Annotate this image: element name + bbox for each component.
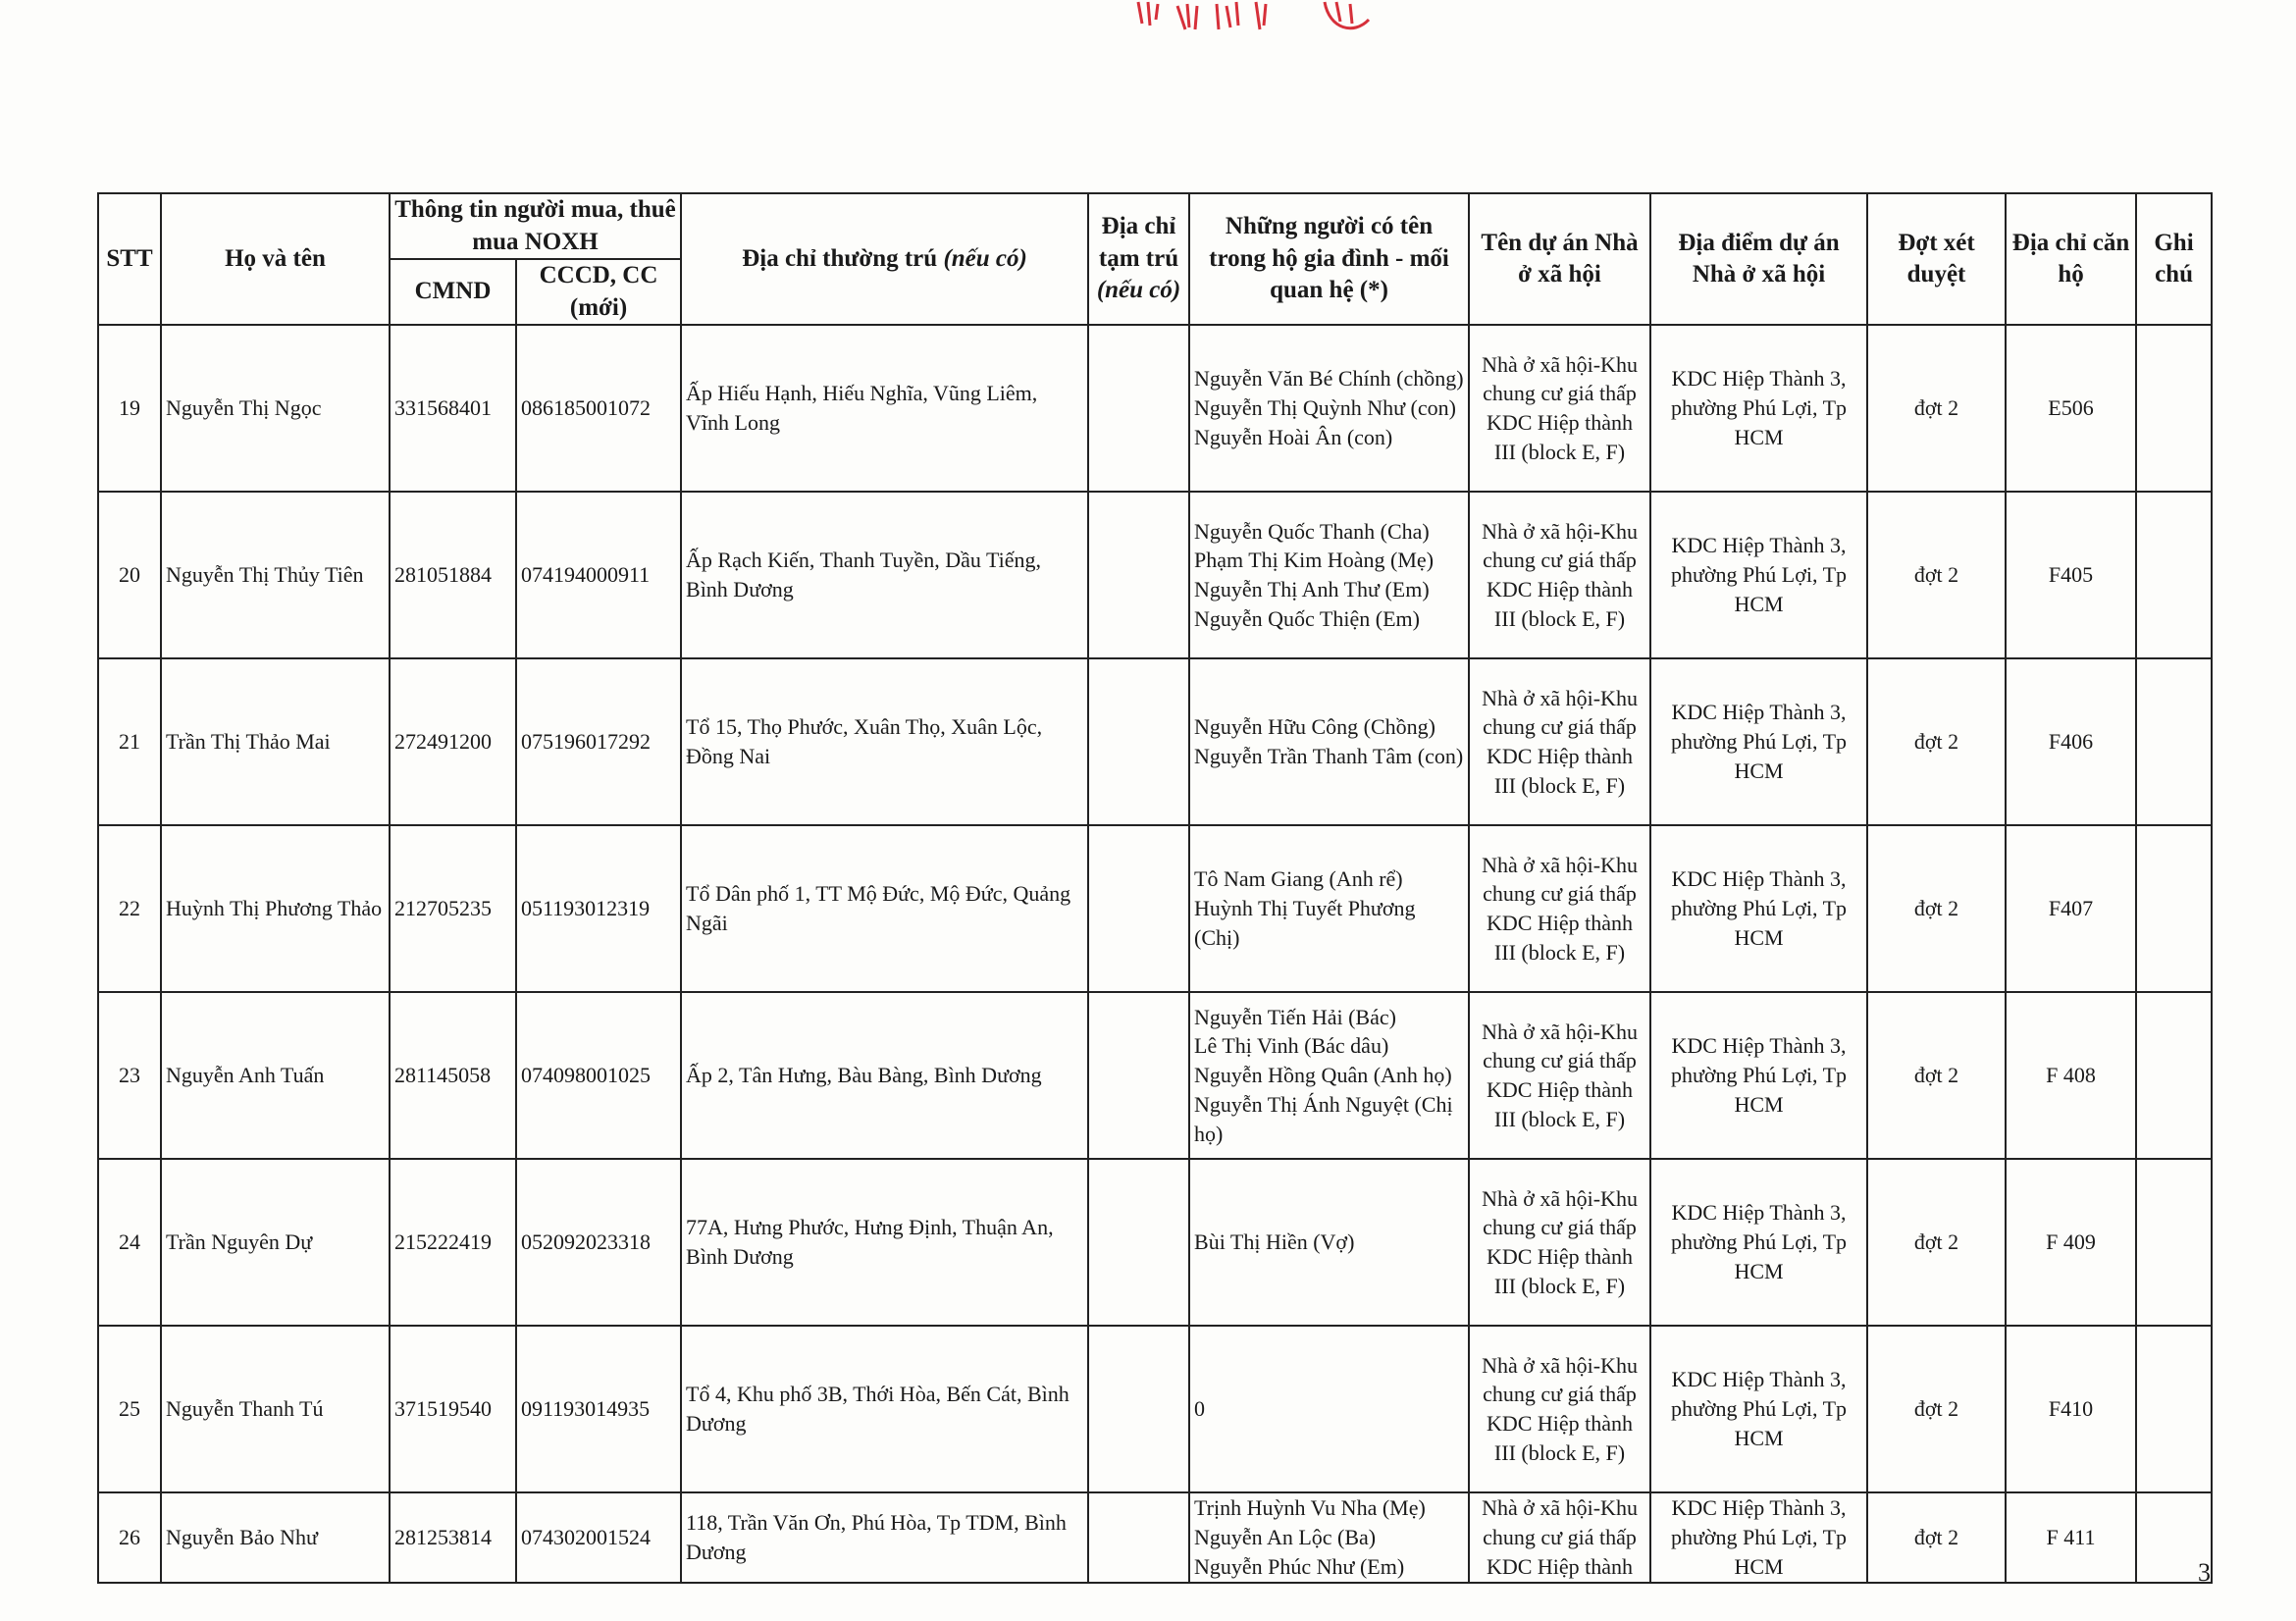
cell-address: 118, Trần Văn Ơn, Phú Hòa, Tp TDM, Bình Dương — [681, 1492, 1088, 1583]
cell-name: Nguyễn Thị Ngọc — [161, 325, 390, 492]
cell-cmnd: 215222419 — [390, 1159, 516, 1326]
cell-stt: 21 — [98, 658, 161, 825]
cell-cccd: 074098001025 — [516, 992, 681, 1159]
cell-apartment: F407 — [2006, 825, 2136, 992]
cell-name: Trần Nguyên Dự — [161, 1159, 390, 1326]
cell-cccd: 091193014935 — [516, 1326, 681, 1492]
cell-address: Tổ 15, Thọ Phước, Xuân Thọ, Xuân Lộc, Đồng Nai — [681, 658, 1088, 825]
cell-apartment: F 408 — [2006, 992, 2136, 1159]
table-row — [98, 1492, 2212, 1583]
cell-project: Nhà ở xã hội-Khu chung cư giá thấp KDC Hiệp thành — [1469, 1492, 1650, 1583]
cell-cmnd: 281253814 — [390, 1492, 516, 1583]
header-cmnd: CMND — [390, 259, 516, 325]
cell-location: KDC Hiệp Thành 3, phường Phú Lợi, Tp HCM — [1650, 492, 1867, 658]
cell-location: KDC Hiệp Thành 3, phường Phú Lợi, Tp HCM — [1650, 1326, 1867, 1492]
table-row — [98, 1326, 2212, 1492]
cell-round: đợt 2 — [1867, 325, 2006, 492]
cell-name: Nguyễn Bảo Như — [161, 1492, 390, 1583]
cell-temp-address — [1088, 1159, 1189, 1326]
cell-temp-address — [1088, 1492, 1189, 1583]
cell-location: KDC Hiệp Thành 3, phường Phú Lợi, Tp HCM — [1650, 325, 1867, 492]
cell-project: Nhà ở xã hội-Khu chung cư giá thấp KDC Hiệp thành III (block E, F) — [1469, 825, 1650, 992]
cell-temp-address — [1088, 992, 1189, 1159]
cell-cccd: 074302001524 — [516, 1492, 681, 1583]
cell-address: Tổ Dân phố 1, TT Mộ Đức, Mộ Đức, Quảng Ngãi — [681, 825, 1088, 992]
cell-project: Nhà ở xã hội-Khu chung cư giá thấp KDC Hiệp thành III (block E, F) — [1469, 325, 1650, 492]
cell-members: Nguyễn Quốc Thanh (Cha) Phạm Thị Kim Hoàng (Mẹ) Nguyễn Thị Anh Thư (Em) Nguyễn Quốc Thiện (Em) — [1189, 492, 1469, 658]
table-row — [98, 825, 2212, 992]
header-permanent-address — [681, 193, 1088, 325]
page-number: 3 — [2198, 1558, 2211, 1587]
red-seal-stamp — [1128, 0, 1423, 39]
cell-round: đợt 2 — [1867, 492, 2006, 658]
cell-name: Nguyễn Anh Tuấn — [161, 992, 390, 1159]
cell-project: Nhà ở xã hội-Khu chung cư giá thấp KDC Hiệp thành III (block E, F) — [1469, 992, 1650, 1159]
applicant-table — [97, 192, 2213, 1584]
cell-round: đợt 2 — [1867, 658, 2006, 825]
cell-stt: 20 — [98, 492, 161, 658]
cell-location: KDC Hiệp Thành 3, phường Phú Lợi, Tp HCM — [1650, 1159, 1867, 1326]
cell-apartment: F406 — [2006, 658, 2136, 825]
header-project-name: Tên dự án Nhà ở xã hội — [1469, 193, 1650, 325]
cell-project: Nhà ở xã hội-Khu chung cư giá thấp KDC Hiệp thành III (block E, F) — [1469, 658, 1650, 825]
cell-round: đợt 2 — [1867, 1159, 2006, 1326]
header-temp-address-note: (nếu có) — [1096, 277, 1181, 304]
cell-stt: 25 — [98, 1326, 161, 1492]
cell-round: đợt 2 — [1867, 1326, 2006, 1492]
cell-address: 77A, Hưng Phước, Hưng Định, Thuận An, Bình Dương — [681, 1159, 1088, 1326]
cell-apartment: F 409 — [2006, 1159, 2136, 1326]
cell-cmnd: 331568401 — [390, 325, 516, 492]
cell-members: 0 — [1189, 1326, 1469, 1492]
cell-note — [2136, 992, 2212, 1159]
cell-members: Nguyễn Tiến Hải (Bác) Lê Thị Vinh (Bác dâu) Nguyễn Hồng Quân (Anh họ) Nguyễn Thị Ánh Nguyệt (Chị họ) — [1189, 992, 1469, 1159]
cell-members: Bùi Thị Hiền (Vợ) — [1189, 1159, 1469, 1326]
header-project-location: Địa điểm dự án Nhà ở xã hội — [1650, 193, 1867, 325]
cell-note — [2136, 492, 2212, 658]
header-round: Đợt xét duyệt — [1867, 193, 2006, 325]
cell-note — [2136, 658, 2212, 825]
cell-members: Tô Nam Giang (Anh rể) Huỳnh Thị Tuyết Phương (Chị) — [1189, 825, 1469, 992]
cell-address: Ấp Hiếu Hạnh, Hiếu Nghĩa, Vũng Liêm, Vĩnh Long — [681, 325, 1088, 492]
cell-location: KDC Hiệp Thành 3, phường Phú Lợi, Tp HCM — [1650, 658, 1867, 825]
table-row — [98, 492, 2212, 658]
cell-cmnd: 281145058 — [390, 992, 516, 1159]
cell-stt: 23 — [98, 992, 161, 1159]
cell-address: Ấp Rạch Kiến, Thanh Tuyền, Dầu Tiếng, Bình Dương — [681, 492, 1088, 658]
table-row — [98, 658, 2212, 825]
cell-stt: 26 — [98, 1492, 161, 1583]
header-stt: STT — [98, 193, 161, 325]
cell-apartment: F405 — [2006, 492, 2136, 658]
header-note: Ghi chú — [2136, 193, 2212, 325]
header-permanent-address-label: Địa chỉ thường trú — [742, 244, 938, 272]
cell-stt: 22 — [98, 825, 161, 992]
cell-cccd: 074194000911 — [516, 492, 681, 658]
cell-address: Ấp 2, Tân Hưng, Bàu Bàng, Bình Dương — [681, 992, 1088, 1159]
cell-project: Nhà ở xã hội-Khu chung cư giá thấp KDC Hiệp thành III (block E, F) — [1469, 1326, 1650, 1492]
table-row — [98, 992, 2212, 1159]
cell-cmnd: 281051884 — [390, 492, 516, 658]
cell-cccd: 086185001072 — [516, 325, 681, 492]
header-temp-address — [1088, 193, 1189, 325]
header-apartment: Địa chỉ căn hộ — [2006, 193, 2136, 325]
cell-location: KDC Hiệp Thành 3, phường Phú Lợi, Tp HCM — [1650, 825, 1867, 992]
cell-members: Nguyễn Văn Bé Chính (chồng) Nguyễn Thị Quỳnh Như (con) Nguyễn Hoài Ân (con) — [1189, 325, 1469, 492]
cell-cccd: 052092023318 — [516, 1159, 681, 1326]
header-temp-address-label: Địa chỉ tạm trú — [1098, 213, 1179, 272]
cell-cccd: 051193012319 — [516, 825, 681, 992]
cell-temp-address — [1088, 492, 1189, 658]
cell-cmnd: 212705235 — [390, 825, 516, 992]
header-permanent-address-note: (nếu có) — [943, 244, 1027, 272]
cell-cmnd: 272491200 — [390, 658, 516, 825]
cell-note — [2136, 825, 2212, 992]
cell-members: Nguyễn Hữu Công (Chồng) Nguyễn Trần Thanh Tâm (con) — [1189, 658, 1469, 825]
cell-stt: 24 — [98, 1159, 161, 1326]
cell-cmnd: 371519540 — [390, 1326, 516, 1492]
cell-name: Huỳnh Thị Phương Thảo — [161, 825, 390, 992]
cell-round: đợt 2 — [1867, 992, 2006, 1159]
cell-address: Tổ 4, Khu phố 3B, Thới Hòa, Bến Cát, Bình Dương — [681, 1326, 1088, 1492]
cell-note — [2136, 1326, 2212, 1492]
cell-members: Trịnh Huỳnh Vu Nha (Mẹ) Nguyễn An Lộc (Ba) Nguyễn Phúc Như (Em) — [1189, 1492, 1469, 1583]
cell-note — [2136, 325, 2212, 492]
cell-location: KDC Hiệp Thành 3, phường Phú Lợi, Tp HCM — [1650, 1492, 1867, 1583]
cell-temp-address — [1088, 325, 1189, 492]
cell-location: KDC Hiệp Thành 3, phường Phú Lợi, Tp HCM — [1650, 992, 1867, 1159]
header-name: Họ và tên — [161, 193, 390, 325]
header-cccd: CCCD, CC (mới) — [516, 259, 681, 325]
cell-stt: 19 — [98, 325, 161, 492]
cell-round: đợt 2 — [1867, 1492, 2006, 1583]
cell-name: Trần Thị Thảo Mai — [161, 658, 390, 825]
header-buyer-info: Thông tin người mua, thuê mua NOXH — [390, 193, 681, 259]
cell-temp-address — [1088, 658, 1189, 825]
cell-project: Nhà ở xã hội-Khu chung cư giá thấp KDC Hiệp thành III (block E, F) — [1469, 492, 1650, 658]
table-row — [98, 325, 2212, 492]
cell-note — [2136, 1159, 2212, 1326]
cell-apartment: F410 — [2006, 1326, 2136, 1492]
cell-name: Nguyễn Thị Thủy Tiên — [161, 492, 390, 658]
table-row — [98, 1159, 2212, 1326]
cell-round: đợt 2 — [1867, 825, 2006, 992]
cell-project: Nhà ở xã hội-Khu chung cư giá thấp KDC Hiệp thành III (block E, F) — [1469, 1159, 1650, 1326]
header-members: Những người có tên trong hộ gia đình - mối quan hệ (*) — [1189, 193, 1469, 325]
cell-temp-address — [1088, 825, 1189, 992]
cell-cccd: 075196017292 — [516, 658, 681, 825]
cell-temp-address — [1088, 1326, 1189, 1492]
cell-name: Nguyễn Thanh Tú — [161, 1326, 390, 1492]
cell-apartment: F 411 — [2006, 1492, 2136, 1583]
cell-apartment: E506 — [2006, 325, 2136, 492]
